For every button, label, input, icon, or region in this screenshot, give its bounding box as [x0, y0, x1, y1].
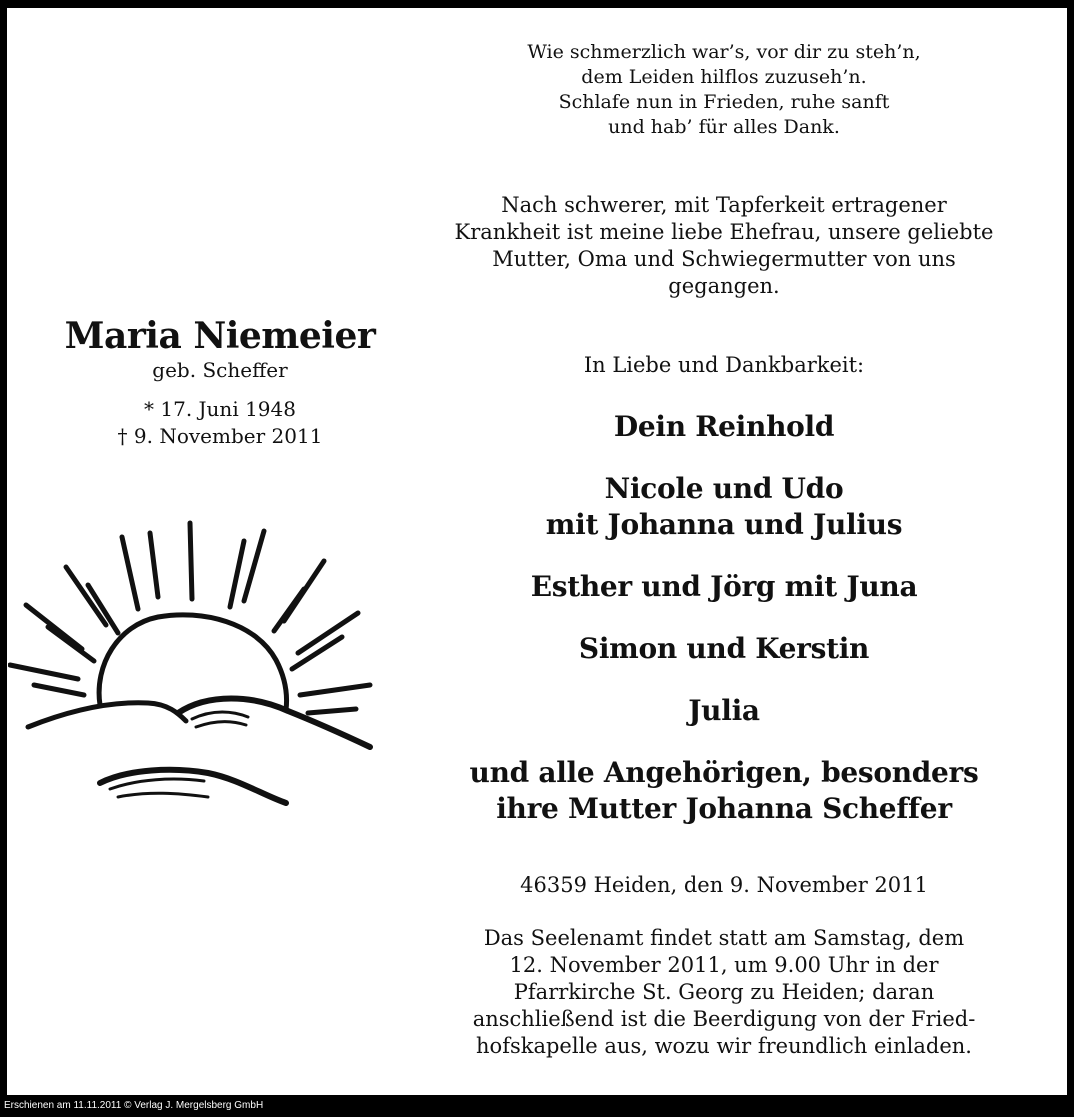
family-line: Nicole und Udo — [604, 472, 844, 505]
family-line: und alle Angehörigen, besonders — [469, 756, 979, 789]
sun-over-hills-icon — [8, 515, 378, 815]
thanks-line: In Liebe und Dankbarkeit: — [583, 353, 865, 377]
family-entry — [420, 631, 1028, 667]
family-entry — [420, 755, 1028, 827]
family-line: Esther und Jörg mit Juna — [530, 570, 918, 603]
verse-line: Wie schmerzlich war’s, vor dir zu steh’n, — [527, 41, 921, 63]
announcement-line: Mutter, Oma und Schwiegermutter von uns — [492, 247, 956, 271]
family-entry — [420, 409, 1028, 445]
announcement-column — [420, 40, 1028, 1060]
announcement-line: Krankheit ist meine liebe Ehefrau, unsere geliebte — [454, 220, 994, 244]
verse-line: dem Leiden hilflos zuzuseh’n. — [581, 66, 867, 88]
family-line: Dein Reinhold — [613, 410, 835, 443]
death-date: † 9. November 2011 — [117, 424, 323, 448]
deceased-name: Maria Niemeier — [64, 315, 376, 357]
publisher-footer: Erschienen am 11.11.2011 © Verlag J. Mergelsberg GmbH — [4, 1100, 264, 1111]
announcement-line: Nach schwerer, mit Tapferkeit ertragener — [501, 193, 947, 217]
life-dates — [40, 396, 400, 450]
service-line: 12. November 2011, um 9.00 Uhr in der — [509, 953, 939, 977]
announcement-text — [420, 192, 1028, 300]
verse-line: Schlafe nun in Frieden, ruhe sanft — [558, 91, 890, 113]
service-line: Pfarrkirche St. Georg zu Heiden; daran — [513, 980, 935, 1004]
family-line: mit Johanna und Julius — [545, 508, 903, 541]
birth-name: geb. Scheffer — [152, 358, 288, 382]
family-line: Simon und Kerstin — [578, 632, 870, 665]
service-line: anschließend ist die Beerdigung von der Fried- — [472, 1007, 976, 1031]
family-entry — [420, 693, 1028, 729]
deceased-block — [40, 314, 400, 450]
family-line: ihre Mutter Johanna Scheffer — [496, 792, 952, 825]
place-date: 46359 Heiden, den 9. November 2011 — [520, 873, 928, 897]
service-line: hofskapelle aus, wozu wir freundlich einladen. — [476, 1034, 972, 1058]
family-entry — [420, 471, 1028, 543]
announcement-line: gegangen. — [668, 274, 780, 298]
family-line: Julia — [688, 694, 760, 727]
service-line: Das Seelenamt findet statt am Samstag, dem — [483, 926, 965, 950]
birth-date: * 17. Juni 1948 — [144, 397, 296, 421]
verse-line: und hab’ für alles Dank. — [608, 116, 840, 138]
family-entry — [420, 569, 1028, 605]
service-info — [420, 925, 1028, 1060]
poem-verse — [420, 40, 1028, 140]
